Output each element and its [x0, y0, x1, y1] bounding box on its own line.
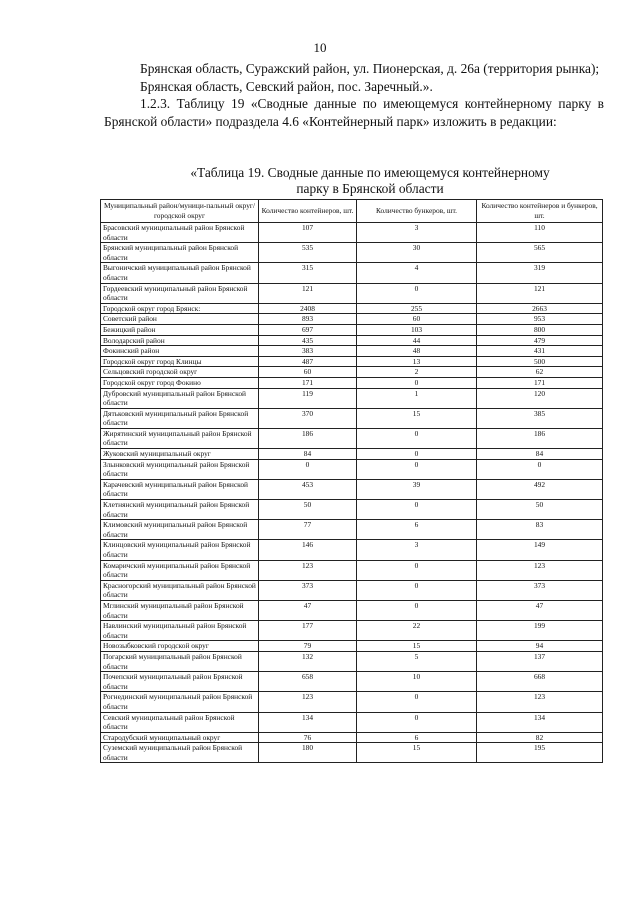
- table-caption: [150, 165, 590, 197]
- cell-containers: 50: [259, 500, 357, 520]
- table-row: [101, 672, 603, 692]
- cell-total: 121: [477, 283, 603, 303]
- cell-containers: 171: [259, 377, 357, 388]
- cell-bunkers: 1: [357, 388, 477, 408]
- cell-bunkers: 0: [357, 283, 477, 303]
- cell-total: 492: [477, 479, 603, 499]
- cell-bunkers: 15: [357, 743, 477, 763]
- cell-total: 84: [477, 449, 603, 460]
- page-number: 10: [313, 40, 327, 55]
- table-row: [101, 560, 603, 580]
- cell-municipality: Фокинский район: [101, 346, 259, 357]
- table-row: [101, 428, 603, 448]
- cell-bunkers: 5: [357, 651, 477, 671]
- cell-total: 479: [477, 335, 603, 346]
- cell-municipality: Комаричский муниципальный район Брянской области: [101, 560, 259, 580]
- cell-containers: 77: [259, 520, 357, 540]
- cell-municipality: Володарский район: [101, 335, 259, 346]
- cell-municipality: Севский муниципальный район Брянской области: [101, 712, 259, 732]
- table-row: [101, 314, 603, 325]
- cell-containers: 132: [259, 651, 357, 671]
- table-row: [101, 449, 603, 460]
- table-row: [101, 743, 603, 763]
- cell-containers: 658: [259, 672, 357, 692]
- cell-bunkers: 10: [357, 672, 477, 692]
- header-bunkers: Количество бункеров, шт.: [357, 200, 477, 223]
- table-row: [101, 520, 603, 540]
- cell-municipality: Навлинский муниципальный район Брянской области: [101, 621, 259, 641]
- cell-municipality: Клетнянский муниципальный район Брянской области: [101, 500, 259, 520]
- table-row: [101, 621, 603, 641]
- table-row: [101, 651, 603, 671]
- cell-total: 123: [477, 692, 603, 712]
- cell-containers: 373: [259, 580, 357, 600]
- table-row: [101, 459, 603, 479]
- cell-containers: 123: [259, 560, 357, 580]
- cell-containers: 121: [259, 283, 357, 303]
- cell-bunkers: 0: [357, 600, 477, 620]
- cell-total: 385: [477, 408, 603, 428]
- intro-paragraph-1: Брянская область, Суражский район, ул. Пионерская, д. 26а (территория рынка);: [140, 61, 600, 76]
- table-row: [101, 303, 603, 314]
- cell-bunkers: 0: [357, 692, 477, 712]
- cell-total: 134: [477, 712, 603, 732]
- cell-bunkers: 0: [357, 377, 477, 388]
- cell-bunkers: 13: [357, 356, 477, 367]
- table-row: [101, 346, 603, 357]
- cell-containers: 134: [259, 712, 357, 732]
- cell-total: 953: [477, 314, 603, 325]
- cell-bunkers: 22: [357, 621, 477, 641]
- table-row: [101, 540, 603, 560]
- header-municipality: Муниципальный район/муници-пальный округ/городской округ: [101, 200, 259, 223]
- cell-municipality: Городской округ город Брянск:: [101, 303, 259, 314]
- cell-containers: 2408: [259, 303, 357, 314]
- cell-municipality: Брянский муниципальный район Брянской области: [101, 243, 259, 263]
- cell-total: 94: [477, 641, 603, 652]
- cell-municipality: Карачевский муниципальный район Брянской области: [101, 479, 259, 499]
- cell-total: 800: [477, 324, 603, 335]
- cell-municipality: Почепский муниципальный район Брянской области: [101, 672, 259, 692]
- cell-municipality: Дубровский муниципальный район Брянской области: [101, 388, 259, 408]
- cell-municipality: Бежицкий район: [101, 324, 259, 335]
- cell-total: 199: [477, 621, 603, 641]
- intro-paragraph-2: Брянская область, Севский район, пос. Заречный.».: [140, 78, 433, 94]
- cell-bunkers: 39: [357, 479, 477, 499]
- table-row: [101, 356, 603, 367]
- cell-municipality: Брасовский муниципальный район Брянской области: [101, 223, 259, 243]
- cell-municipality: Городской округ город Клинцы: [101, 356, 259, 367]
- cell-total: 171: [477, 377, 603, 388]
- cell-bunkers: 0: [357, 459, 477, 479]
- cell-bunkers: 15: [357, 408, 477, 428]
- cell-total: 373: [477, 580, 603, 600]
- table-row: [101, 641, 603, 652]
- cell-bunkers: 255: [357, 303, 477, 314]
- cell-containers: 107: [259, 223, 357, 243]
- cell-containers: 79: [259, 641, 357, 652]
- cell-containers: 47: [259, 600, 357, 620]
- cell-total: 62: [477, 367, 603, 378]
- cell-bunkers: 2: [357, 367, 477, 378]
- table-row: [101, 500, 603, 520]
- cell-containers: 0: [259, 459, 357, 479]
- cell-bunkers: 48: [357, 346, 477, 357]
- cell-containers: 76: [259, 732, 357, 743]
- cell-total: 47: [477, 600, 603, 620]
- cell-containers: 370: [259, 408, 357, 428]
- cell-municipality: Мглинский муниципальный район Брянской области: [101, 600, 259, 620]
- cell-bunkers: 0: [357, 449, 477, 460]
- table-row: [101, 479, 603, 499]
- cell-total: 123: [477, 560, 603, 580]
- cell-municipality: Жирятинский муниципальный район Брянской области: [101, 428, 259, 448]
- cell-containers: 84: [259, 449, 357, 460]
- cell-bunkers: 103: [357, 324, 477, 335]
- intro-paragraph-3: 1.2.3. Таблицу 19 «Сводные данные по имеющемуся контейнерному парку в Брянской области» подраздела 4.6 «Контейнерный парк» изложить в редакции:: [104, 96, 604, 129]
- cell-bunkers: 6: [357, 520, 477, 540]
- cell-containers: 487: [259, 356, 357, 367]
- table-row: [101, 223, 603, 243]
- cell-bunkers: 0: [357, 580, 477, 600]
- cell-containers: 383: [259, 346, 357, 357]
- cell-containers: 535: [259, 243, 357, 263]
- cell-containers: 146: [259, 540, 357, 560]
- cell-containers: 186: [259, 428, 357, 448]
- table-row: [101, 580, 603, 600]
- cell-total: 500: [477, 356, 603, 367]
- table-row: [101, 367, 603, 378]
- cell-total: 137: [477, 651, 603, 671]
- table-row: [101, 324, 603, 335]
- cell-bunkers: 3: [357, 223, 477, 243]
- cell-bunkers: 44: [357, 335, 477, 346]
- cell-total: 110: [477, 223, 603, 243]
- cell-containers: 119: [259, 388, 357, 408]
- cell-total: 82: [477, 732, 603, 743]
- table-row: [101, 335, 603, 346]
- cell-municipality: Выгоничский муниципальный район Брянской области: [101, 263, 259, 283]
- cell-bunkers: 3: [357, 540, 477, 560]
- cell-bunkers: 0: [357, 500, 477, 520]
- cell-total: 668: [477, 672, 603, 692]
- intro-text: [104, 60, 604, 130]
- header-total: Количество контейнеров и бункеров, шт.: [477, 200, 603, 223]
- container-park-table: [100, 199, 603, 763]
- cell-municipality: Дятьковский муниципальный район Брянской области: [101, 408, 259, 428]
- cell-municipality: Рогнединский муниципальный район Брянской области: [101, 692, 259, 712]
- cell-bunkers: 0: [357, 712, 477, 732]
- header-containers: Количество контейнеров, шт.: [259, 200, 357, 223]
- cell-total: 319: [477, 263, 603, 283]
- cell-total: 50: [477, 500, 603, 520]
- cell-total: 186: [477, 428, 603, 448]
- cell-total: 2663: [477, 303, 603, 314]
- table-caption-line-1: «Таблица 19. Сводные данные по имеющемуся контейнерному: [190, 165, 550, 180]
- table-row: [101, 600, 603, 620]
- cell-municipality: Красногорский муниципальный район Брянской области: [101, 580, 259, 600]
- table-row: [101, 283, 603, 303]
- cell-total: 120: [477, 388, 603, 408]
- cell-municipality: Новозыбковский городской округ: [101, 641, 259, 652]
- cell-containers: 435: [259, 335, 357, 346]
- cell-total: 149: [477, 540, 603, 560]
- cell-bunkers: 0: [357, 428, 477, 448]
- table-caption-line-2: парку в Брянской области: [296, 181, 444, 196]
- cell-municipality: Климовский муниципальный район Брянской области: [101, 520, 259, 540]
- cell-municipality: Суземский муниципальный район Брянской области: [101, 743, 259, 763]
- cell-total: 0: [477, 459, 603, 479]
- cell-containers: 180: [259, 743, 357, 763]
- cell-total: 195: [477, 743, 603, 763]
- cell-municipality: Стародубский муниципальный округ: [101, 732, 259, 743]
- cell-municipality: Сельцовский городской округ: [101, 367, 259, 378]
- cell-containers: 697: [259, 324, 357, 335]
- cell-containers: 60: [259, 367, 357, 378]
- cell-bunkers: 60: [357, 314, 477, 325]
- cell-municipality: Погарский муниципальный район Брянской области: [101, 651, 259, 671]
- cell-total: 565: [477, 243, 603, 263]
- table-row: [101, 408, 603, 428]
- cell-containers: 893: [259, 314, 357, 325]
- table-row: [101, 263, 603, 283]
- table-row: [101, 388, 603, 408]
- cell-containers: 315: [259, 263, 357, 283]
- cell-municipality: Злынковский муниципальный район Брянской области: [101, 459, 259, 479]
- table-row: [101, 692, 603, 712]
- cell-containers: 453: [259, 479, 357, 499]
- cell-bunkers: 0: [357, 560, 477, 580]
- table-row: [101, 712, 603, 732]
- cell-bunkers: 4: [357, 263, 477, 283]
- table-row: [101, 732, 603, 743]
- cell-municipality: Городской округ город Фокино: [101, 377, 259, 388]
- cell-bunkers: 30: [357, 243, 477, 263]
- cell-municipality: Клинцовский муниципальный район Брянской области: [101, 540, 259, 560]
- cell-municipality: Гордеевский муниципальный район Брянской области: [101, 283, 259, 303]
- cell-municipality: Советский район: [101, 314, 259, 325]
- cell-bunkers: 6: [357, 732, 477, 743]
- cell-total: 431: [477, 346, 603, 357]
- table-body: [101, 223, 603, 763]
- cell-containers: 177: [259, 621, 357, 641]
- cell-municipality: Жуковский муниципальный округ: [101, 449, 259, 460]
- table-row: [101, 377, 603, 388]
- cell-total: 83: [477, 520, 603, 540]
- table-row: [101, 243, 603, 263]
- table-header-row: [101, 200, 603, 223]
- cell-containers: 123: [259, 692, 357, 712]
- cell-bunkers: 15: [357, 641, 477, 652]
